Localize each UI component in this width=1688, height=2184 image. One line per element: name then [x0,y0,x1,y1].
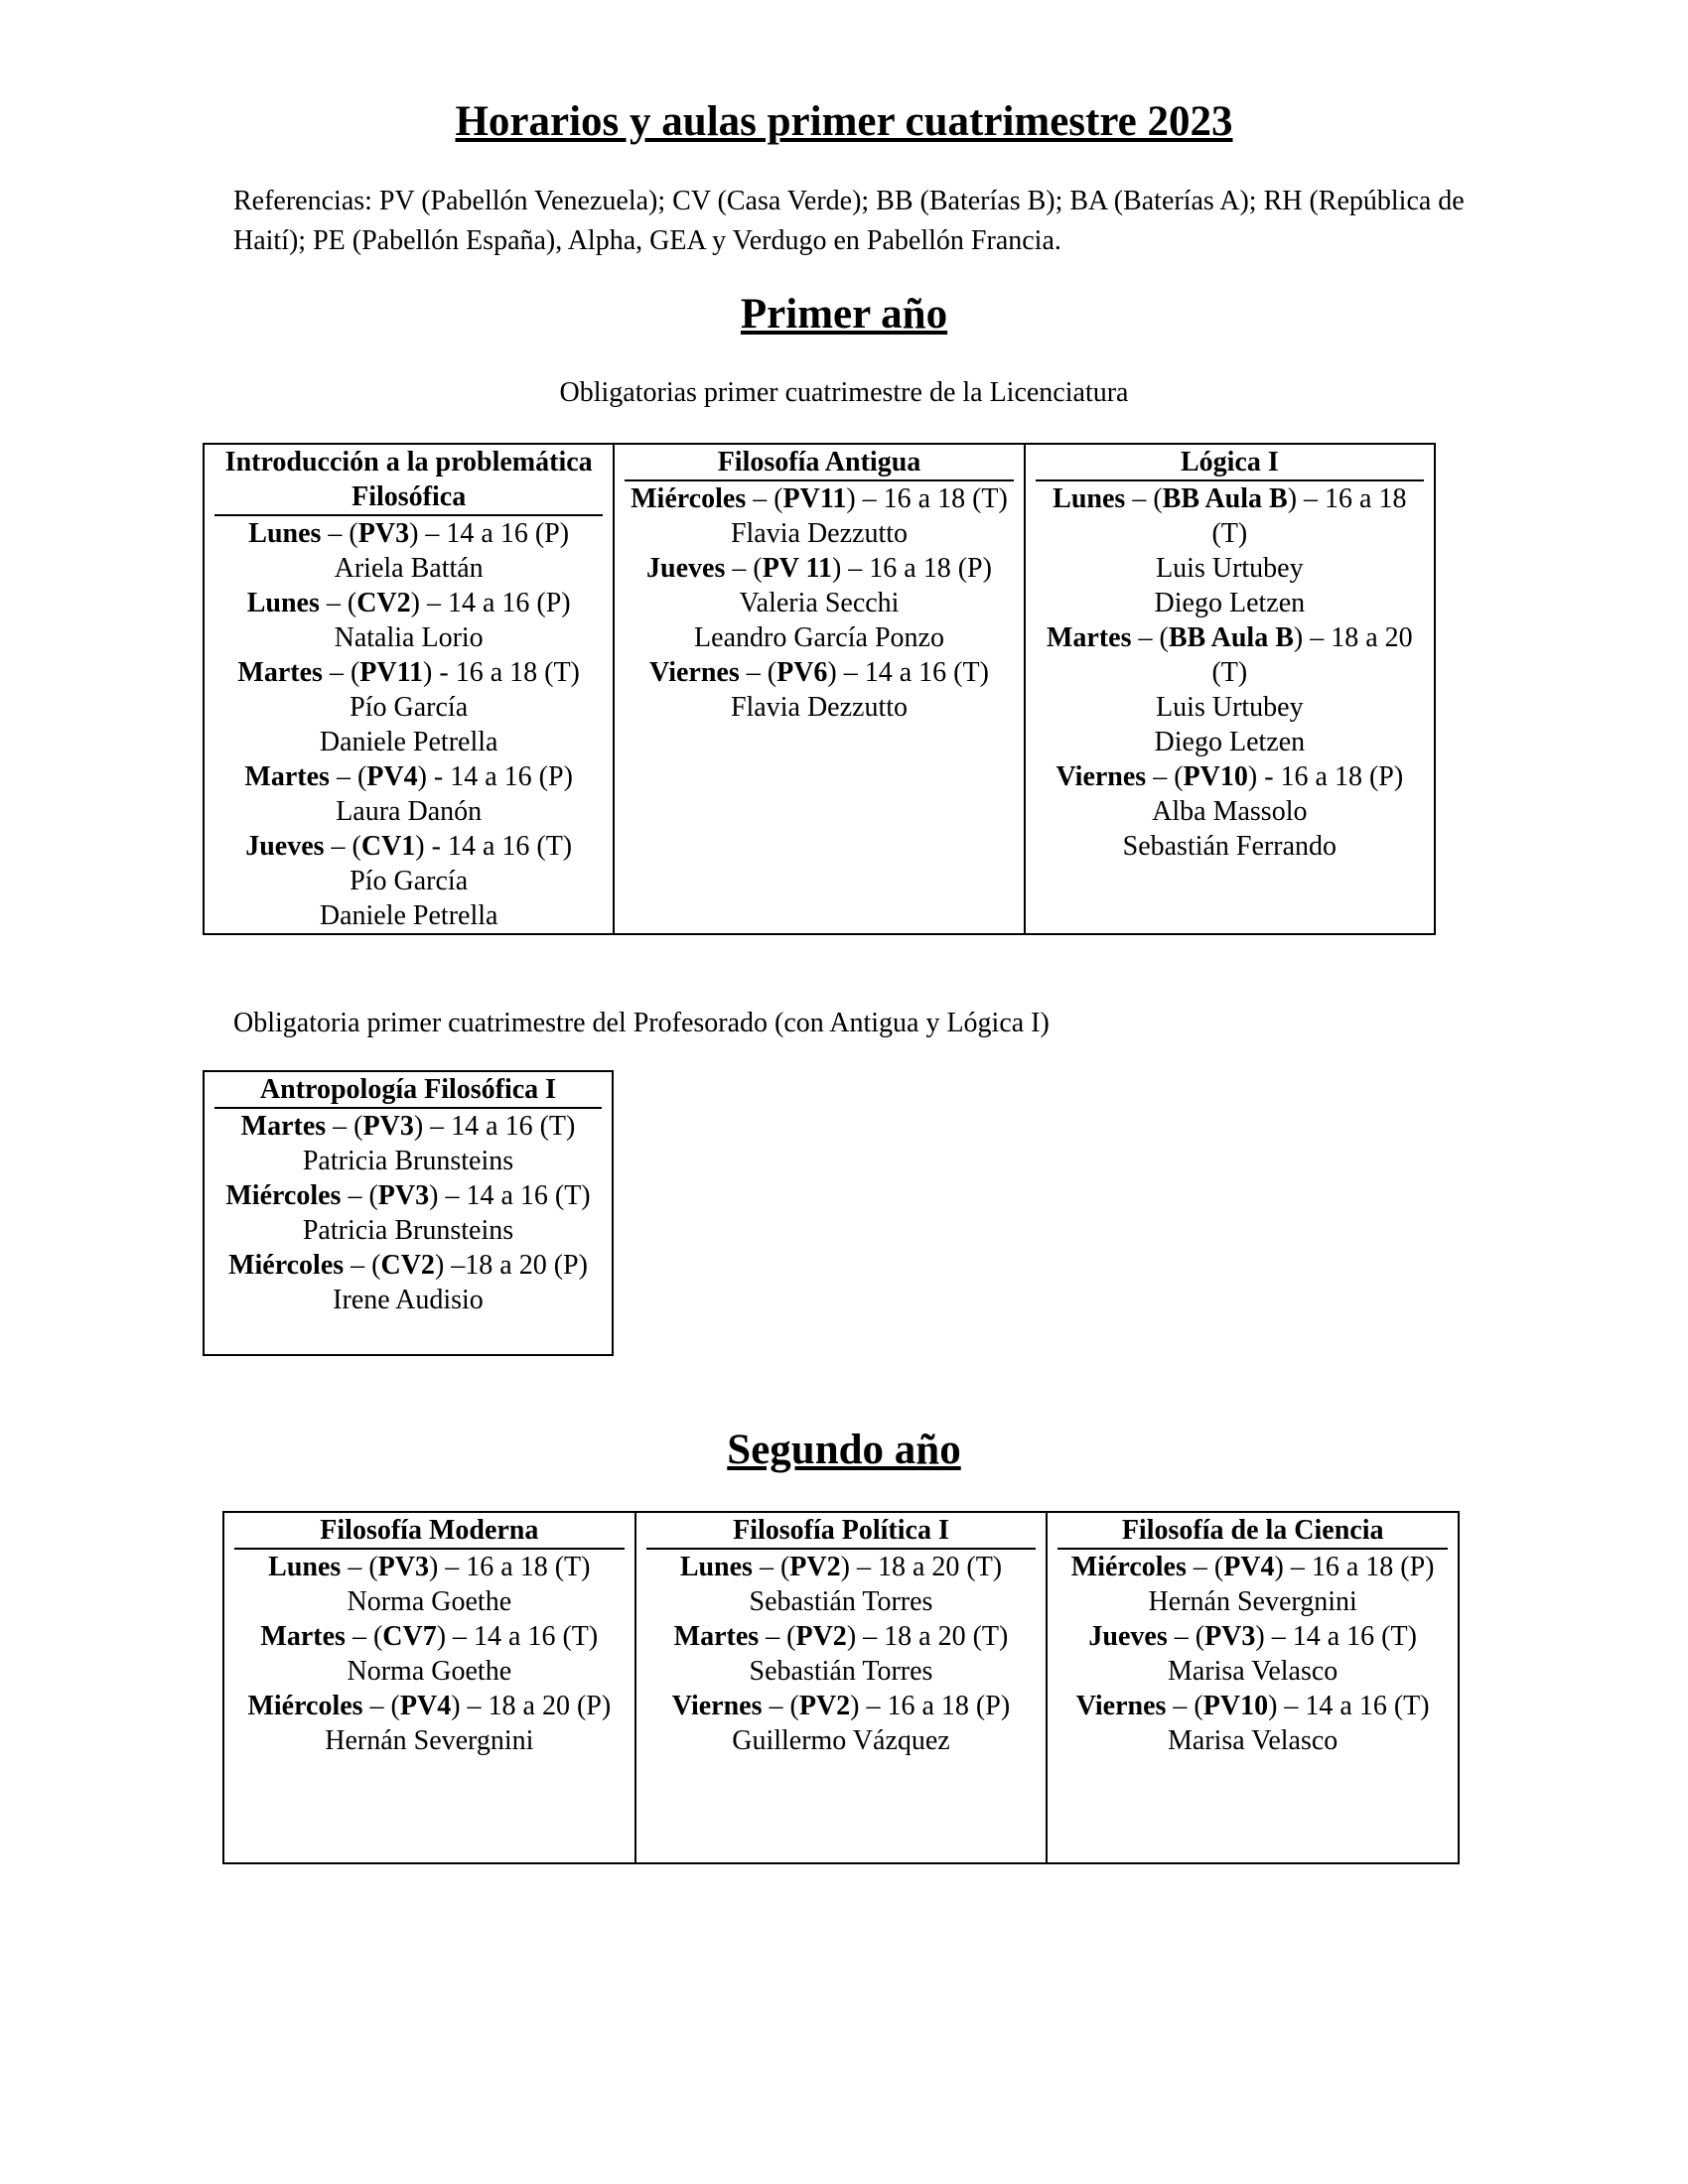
teacher-name: Sebastián Torres [749,1586,933,1617]
slot-time: – 14 a 16 (T) [446,1621,599,1652]
teacher-name: Norma Goethe [347,1656,512,1687]
schedule-slot: Lunes – (PV3) – 16 a 18 (T) [268,1552,591,1582]
profesorado-caption: Obligatoria primer cuatrimestre del Profesorado (con Antigua y Lógica I) [233,1008,1050,1038]
teacher-name: Marisa Velasco [1167,1725,1338,1756]
slot-day: Lunes [1053,483,1126,514]
slot-time: - 16 a 18 (P) [1257,761,1404,792]
slot-time: – 14 a 16 (T) [1277,1691,1430,1721]
course-cell [1047,1512,1459,1863]
course-title: Lógica I [1036,445,1424,481]
schedule-slot: Jueves – (PV3) – 14 a 16 (T) [1088,1621,1417,1652]
slot-time: - 16 a 18 (T) [432,657,580,688]
teacher-name: Diego Letzen [1154,588,1306,618]
teacher-name: Patricia Brunsteins [302,1146,514,1176]
course-cell [223,1512,635,1863]
teacher-name: Hernán Severgnini [325,1725,534,1756]
slot-room: CV2 [356,588,411,618]
slot-time: – 18 a 20 (P) [460,1691,612,1721]
slot-time: – 16 a 18 (T) [1211,483,1407,549]
teacher-name: Guillermo Vázquez [732,1725,950,1756]
slot-day: Miércoles [247,1691,363,1721]
course-title: Antropología Filosófica I [214,1072,602,1109]
slot-day: Martes [260,1621,346,1652]
course-title: Filosofía de la Ciencia [1057,1513,1448,1550]
slot-day: Lunes [246,588,320,618]
teacher-name: Luis Urtubey [1156,692,1304,723]
slot-room: BB Aula B [1168,622,1294,653]
teacher-name: Hernán Severgnini [1148,1586,1357,1617]
schedule-slot: Jueves – (PV 11) – 16 a 18 (P) [646,553,992,584]
teacher-name: Ariela Battán [334,553,484,584]
course-cell [635,1512,1048,1863]
course-title: Introducción a la problemática Filosófica [214,445,603,516]
slot-time: – 14 a 16 (P) [419,588,571,618]
teacher-name: Daniele Petrella [319,900,498,931]
slot-room: PV3 [362,1111,414,1142]
slot-day: Martes [244,761,330,792]
schedule-slot: Martes – (PV11) - 16 a 18 (T) [237,657,580,688]
slot-room: BB Aula B [1162,483,1288,514]
course-cell [204,1071,613,1355]
slot-time: – 14 a 16 (T) [836,657,989,688]
schedule-slot: Jueves – (CV1) - 14 a 16 (T) [245,831,573,862]
schedule-slot: Lunes – (BB Aula B) – 16 a 18 (T) [1053,483,1407,549]
slot-day: Viernes [671,1691,763,1721]
slot-day: Lunes [268,1552,342,1582]
schedule-slot: Miércoles – (PV11) – 16 a 18 (T) [631,483,1008,514]
schedule-slot: Viernes – (PV2) – 16 a 18 (P) [671,1691,1011,1721]
schedule-slot: Miércoles – (PV3) – 14 a 16 (T) Patricia Brunsteins [225,1180,591,1246]
slot-day: Lunes [248,518,322,549]
schedule-slot: Martes – (PV4) - 14 a 16 (P) [244,761,573,792]
slot-time: – 18 a 20 (T) [849,1552,1003,1582]
slot-time: – 16 a 18 (T) [855,483,1008,514]
slot-time: – 14 a 16 (T) [423,1111,576,1142]
slot-time: – 16 a 18 (P) [841,553,992,584]
slot-room: PV3 [357,518,410,549]
teacher-name: Flavia Dezzutto [730,692,909,723]
course-cell [614,444,1024,934]
schedule-slot: Miércoles – (PV4) – 16 a 18 (P) [1070,1552,1435,1582]
slot-time: – 14 a 16 (T) Patricia Brunsteins [302,1180,591,1246]
slot-time: –18 a 20 (P) [444,1250,588,1281]
schedule-slot: Viernes – (PV6) – 14 a 16 (T) [649,657,989,688]
slot-day: Martes [1046,622,1132,653]
slot-room: CV1 [360,831,416,862]
schedule-slot: Lunes – (PV2) – 18 a 20 (T) [679,1552,1003,1582]
schedule-slot: Miércoles – (PV4) – 18 a 20 (P) [247,1691,612,1721]
slot-room: PV10 [1183,761,1248,792]
slot-time: – 16 a 18 (P) [1283,1552,1435,1582]
teacher-name: Alba Massolo [1152,796,1308,827]
slot-day: Miércoles [631,483,747,514]
teacher-name: Marisa Velasco [1167,1656,1338,1687]
slot-time: - 14 a 16 (P) [426,761,573,792]
slot-room: PV4 [1223,1552,1275,1582]
slot-room: PV4 [366,761,418,792]
course-cell [1025,444,1435,934]
slot-day: Jueves [245,831,325,862]
slot-room: PV4 [399,1691,452,1721]
slot-room: PV11 [782,483,847,514]
slot-day: Miércoles [228,1250,345,1281]
slot-time: – 14 a 16 (P) [418,518,570,549]
profesorado-table [203,1070,614,1356]
slot-time: – 14 a 16 (T) [1264,1621,1417,1652]
slot-day: Miércoles [1070,1552,1187,1582]
primer-ano-licenciatura-table [203,443,1436,935]
schedule-slot: Martes – (BB Aula B) – 18 a 20 (T) [1046,622,1413,688]
slot-room: PV11 [359,657,424,688]
slot-room: PV2 [795,1621,847,1652]
schedule-slot: Miércoles – (CV2) –18 a 20 (P) [228,1250,588,1281]
slot-day: Viernes [1075,1691,1167,1721]
slot-day: Miércoles [225,1180,342,1211]
teacher-name: Diego Letzen [1154,727,1306,757]
course-cell [204,444,614,934]
slot-day: Viernes [649,657,740,688]
schedule-slot: Martes – (PV3) – 14 a 16 (T) [240,1111,576,1142]
teacher-name: Flavia Dezzutto [730,518,909,549]
slot-room: PV6 [776,657,828,688]
schedule-slot: Martes – (CV7) – 14 a 16 (T) [260,1621,599,1652]
primer-ano-heading: Primer año [740,291,948,338]
course-title: Filosofía Antigua [625,445,1013,481]
slot-room: PV10 [1202,1691,1269,1721]
references-paragraph: Referencias: PV (Pabellón Venezuela); CV (Casa Verde); BB (Baterías B); BA (Baterías A); RH (República de Haití); PE (Pabellón España), Alpha, GEA y Verdugo en Pabellón Francia. [233,186,1465,256]
teacher-name: Laura Danón [336,796,483,827]
schedule-slot: Martes – (PV2) – 18 a 20 (T) [673,1621,1009,1652]
teacher-name: Pío García [350,866,469,896]
schedule-slot: Viernes – (PV10) – 14 a 16 (T) [1075,1691,1430,1721]
slot-room: CV2 [380,1250,435,1281]
schedule-slot: Lunes – (PV3) – 14 a 16 (P) [248,518,570,549]
slot-room: PV3 [1204,1621,1256,1652]
segundo-ano-table [222,1511,1460,1864]
slot-time: – 16 a 18 (P) [859,1691,1011,1721]
slot-time: – 16 a 18 (T) [438,1552,591,1582]
slot-room: PV2 [798,1691,851,1721]
teacher-name: Leandro García Ponzo [694,622,944,653]
course-title: Filosofía Moderna [234,1513,625,1550]
teacher-name: Natalia Lorio [334,622,484,653]
slot-day: Jueves [1088,1621,1168,1652]
slot-day: Lunes [679,1552,753,1582]
teacher-name: Luis Urtubey [1156,553,1304,584]
page-title: Horarios y aulas primer cuatrimestre 2023 [455,98,1233,145]
slot-day: Viernes [1055,761,1147,792]
slot-day: Jueves [646,553,726,584]
slot-day: Martes [240,1111,327,1142]
course-title: Filosofía Política I [646,1513,1037,1550]
teacher-name: Sebastián Ferrando [1122,831,1337,862]
teacher-name: Norma Goethe [347,1586,512,1617]
slot-room: PV 11 [762,553,832,584]
slot-room: CV7 [382,1621,437,1652]
segundo-ano-heading: Segundo año [727,1427,961,1473]
slot-day: Martes [237,657,323,688]
slot-room: PV2 [789,1552,841,1582]
slot-time: – 18 a 20 (T) [856,1621,1009,1652]
schedule-slot: Lunes – (CV2) – 14 a 16 (P) [246,588,571,618]
teacher-name: Sebastián Torres [749,1656,933,1687]
slot-time: - 14 a 16 (T) [424,831,573,862]
slot-day: Martes [673,1621,760,1652]
licenciatura-caption: Obligatorias primer cuatrimestre de la Licenciatura [559,377,1129,408]
teacher-name: Daniele Petrella [319,727,498,757]
teacher-name: Valeria Secchi [739,588,900,618]
slot-time: – 18 a 20 (T) [1211,622,1413,688]
schedule-slot: Viernes – (PV10) - 16 a 18 (P) [1055,761,1404,792]
slot-room: PV3 [377,1180,430,1211]
teacher-name: Pío García [350,692,469,723]
teacher-name: Irene Audisio [333,1285,484,1315]
slot-room: PV3 [377,1552,429,1582]
